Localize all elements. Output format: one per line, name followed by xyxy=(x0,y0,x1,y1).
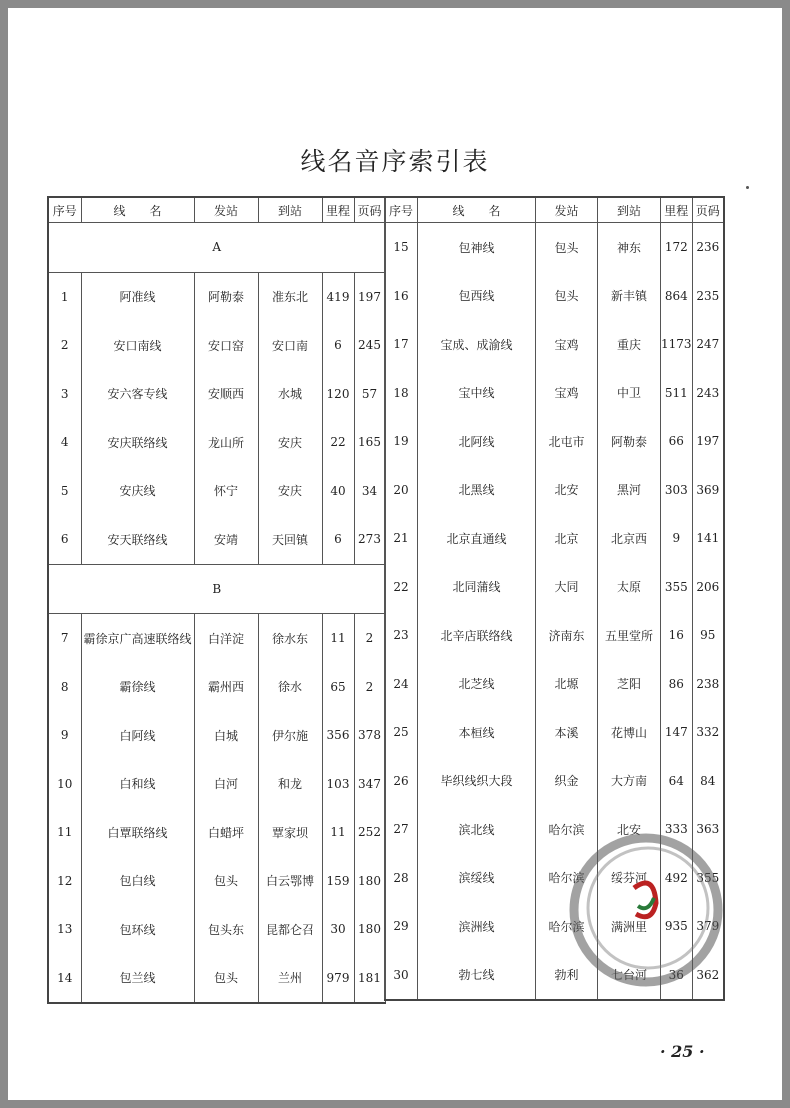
cell-page: 245 xyxy=(354,321,385,370)
index-table-left xyxy=(47,196,386,1004)
cell-km: 864 xyxy=(661,272,693,321)
cell-from: 安顺西 xyxy=(194,370,258,419)
cell-from: 哈尔滨 xyxy=(536,805,598,854)
cell-km: 511 xyxy=(661,369,693,418)
section-row xyxy=(48,564,385,614)
cell-to: 北京西 xyxy=(598,514,661,563)
table-row xyxy=(385,660,725,709)
cell-no: 9 xyxy=(48,711,81,760)
cell-to: 绥芬河 xyxy=(598,854,661,903)
cell-page: 2 xyxy=(354,663,385,712)
cell-to: 覃家坝 xyxy=(258,808,322,857)
cell-km: 159 xyxy=(322,857,354,906)
cell-km: 6 xyxy=(322,321,354,370)
table-row xyxy=(48,614,385,663)
cell-km: 22 xyxy=(322,418,354,467)
cell-no: 23 xyxy=(385,611,418,660)
cell-page: 34 xyxy=(354,467,385,516)
header-name: 线 名 xyxy=(418,197,536,223)
header-km: 里程 xyxy=(661,197,693,223)
header-page: 页码 xyxy=(354,197,385,223)
cell-no: 26 xyxy=(385,757,418,806)
table-row xyxy=(385,223,725,272)
cell-to: 白云鄂博 xyxy=(258,857,322,906)
cell-to: 安庆 xyxy=(258,418,322,467)
cell-name: 宝成、成渝线 xyxy=(418,320,536,369)
cell-km: 36 xyxy=(661,951,693,1001)
cell-from: 霸州西 xyxy=(194,663,258,712)
page-number: · 25 · xyxy=(660,1042,705,1061)
cell-page: 363 xyxy=(692,805,724,854)
cell-no: 1 xyxy=(48,272,81,321)
header-no: 序号 xyxy=(385,197,418,223)
cell-page: 95 xyxy=(692,611,724,660)
cell-no: 3 xyxy=(48,370,81,419)
cell-from: 白河 xyxy=(194,760,258,809)
cell-no: 14 xyxy=(48,954,81,1004)
cell-name: 北黑线 xyxy=(418,466,536,515)
cell-page: 379 xyxy=(692,902,724,951)
cell-km: 64 xyxy=(661,757,693,806)
cell-name: 滨洲线 xyxy=(418,902,536,951)
cell-from: 哈尔滨 xyxy=(536,902,598,951)
cell-no: 2 xyxy=(48,321,81,370)
cell-km: 1173 xyxy=(661,320,693,369)
cell-from: 大同 xyxy=(536,563,598,612)
cell-page: 141 xyxy=(692,514,724,563)
cell-page: 84 xyxy=(692,757,724,806)
cell-from: 白蜡坪 xyxy=(194,808,258,857)
cell-to: 天回镇 xyxy=(258,515,322,564)
cell-km: 103 xyxy=(322,760,354,809)
table-row xyxy=(385,369,725,418)
cell-to: 准东北 xyxy=(258,272,322,321)
cell-from: 北京 xyxy=(536,514,598,563)
cell-no: 27 xyxy=(385,805,418,854)
cell-from: 阿勒泰 xyxy=(194,272,258,321)
header-row xyxy=(385,197,725,223)
cell-page: 355 xyxy=(692,854,724,903)
cell-from: 北安 xyxy=(536,466,598,515)
cell-name: 包神线 xyxy=(418,223,536,272)
cell-to: 满洲里 xyxy=(598,902,661,951)
cell-to: 五里堂所 xyxy=(598,611,661,660)
table-row xyxy=(48,515,385,564)
cell-km: 147 xyxy=(661,708,693,757)
header-name: 线 名 xyxy=(81,197,194,223)
table-row xyxy=(48,418,385,467)
page-title: 线名音序索引表 xyxy=(300,147,490,176)
cell-km: 120 xyxy=(322,370,354,419)
cell-page: 362 xyxy=(692,951,724,1001)
cell-from: 织金 xyxy=(536,757,598,806)
cell-to: 大方南 xyxy=(598,757,661,806)
cell-page: 347 xyxy=(354,760,385,809)
cell-to: 太原 xyxy=(598,563,661,612)
cell-page: 165 xyxy=(354,418,385,467)
cell-no: 17 xyxy=(385,320,418,369)
cell-from: 勃利 xyxy=(536,951,598,1001)
cell-to: 北安 xyxy=(598,805,661,854)
table-row xyxy=(385,514,725,563)
cell-page: 180 xyxy=(354,857,385,906)
cell-to: 伊尔施 xyxy=(258,711,322,760)
cell-page: 332 xyxy=(692,708,724,757)
cell-from: 白城 xyxy=(194,711,258,760)
table-row xyxy=(48,711,385,760)
section-letter: B xyxy=(48,564,385,614)
cell-to: 和龙 xyxy=(258,760,322,809)
header-row xyxy=(48,197,385,223)
cell-name: 北同蒲线 xyxy=(418,563,536,612)
cell-name: 勃七线 xyxy=(418,951,536,1001)
cell-to: 昆都仑召 xyxy=(258,905,322,954)
cell-name: 包兰线 xyxy=(81,954,194,1004)
cell-km: 16 xyxy=(661,611,693,660)
cell-km: 86 xyxy=(661,660,693,709)
table-row xyxy=(385,417,725,466)
table-row xyxy=(385,757,725,806)
table-row xyxy=(385,611,725,660)
cell-name: 包白线 xyxy=(81,857,194,906)
cell-page: 180 xyxy=(354,905,385,954)
table-row xyxy=(48,467,385,516)
cell-from: 包头 xyxy=(194,954,258,1004)
cell-page: 197 xyxy=(692,417,724,466)
cell-page: 57 xyxy=(354,370,385,419)
cell-from: 北塬 xyxy=(536,660,598,709)
cell-name: 白阿线 xyxy=(81,711,194,760)
cell-name: 安庆联络线 xyxy=(81,418,194,467)
table-row xyxy=(48,857,385,906)
cell-to: 水城 xyxy=(258,370,322,419)
table-row xyxy=(385,708,725,757)
cell-from: 白洋淀 xyxy=(194,614,258,663)
cell-name: 安天联络线 xyxy=(81,515,194,564)
cell-to: 七台河 xyxy=(598,951,661,1001)
cell-name: 安口南线 xyxy=(81,321,194,370)
cell-to: 花博山 xyxy=(598,708,661,757)
cell-name: 霸徐京广高速联络线 xyxy=(81,614,194,663)
cell-name: 包环线 xyxy=(81,905,194,954)
cell-to: 神东 xyxy=(598,223,661,272)
table-row xyxy=(385,320,725,369)
cell-from: 济南东 xyxy=(536,611,598,660)
cell-no: 16 xyxy=(385,272,418,321)
cell-km: 11 xyxy=(322,614,354,663)
cell-page: 247 xyxy=(692,320,724,369)
cell-to: 阿勒泰 xyxy=(598,417,661,466)
cell-from: 宝鸡 xyxy=(536,369,598,418)
cell-km: 333 xyxy=(661,805,693,854)
cell-no: 22 xyxy=(385,563,418,612)
speck xyxy=(746,186,749,189)
table-row xyxy=(48,321,385,370)
table-row xyxy=(48,905,385,954)
cell-name: 滨绥线 xyxy=(418,854,536,903)
header-page: 页码 xyxy=(692,197,724,223)
cell-page: 238 xyxy=(692,660,724,709)
cell-no: 19 xyxy=(385,417,418,466)
cell-page: 206 xyxy=(692,563,724,612)
cell-km: 935 xyxy=(661,902,693,951)
header-to: 到站 xyxy=(598,197,661,223)
cell-from: 龙山所 xyxy=(194,418,258,467)
cell-name: 本桓线 xyxy=(418,708,536,757)
cell-km: 65 xyxy=(322,663,354,712)
cell-name: 毕织线织大段 xyxy=(418,757,536,806)
cell-to: 芝阳 xyxy=(598,660,661,709)
table-row xyxy=(48,370,385,419)
cell-name: 北芝线 xyxy=(418,660,536,709)
cell-to: 徐水东 xyxy=(258,614,322,663)
cell-km: 30 xyxy=(322,905,354,954)
cell-name: 白和线 xyxy=(81,760,194,809)
cell-to: 中卫 xyxy=(598,369,661,418)
cell-km: 11 xyxy=(322,808,354,857)
cell-name: 宝中线 xyxy=(418,369,536,418)
cell-from: 包头东 xyxy=(194,905,258,954)
cell-no: 7 xyxy=(48,614,81,663)
cell-km: 40 xyxy=(322,467,354,516)
cell-name: 安庆线 xyxy=(81,467,194,516)
cell-no: 13 xyxy=(48,905,81,954)
cell-to: 新丰镇 xyxy=(598,272,661,321)
table-row xyxy=(48,760,385,809)
cell-to: 安口南 xyxy=(258,321,322,370)
cell-from: 哈尔滨 xyxy=(536,854,598,903)
cell-to: 安庆 xyxy=(258,467,322,516)
cell-page: 236 xyxy=(692,223,724,272)
cell-name: 包西线 xyxy=(418,272,536,321)
cell-from: 本溪 xyxy=(536,708,598,757)
cell-no: 10 xyxy=(48,760,81,809)
cell-no: 24 xyxy=(385,660,418,709)
cell-no: 15 xyxy=(385,223,418,272)
header-km: 里程 xyxy=(322,197,354,223)
cell-from: 包头 xyxy=(536,223,598,272)
cell-name: 阿准线 xyxy=(81,272,194,321)
cell-from: 宝鸡 xyxy=(536,320,598,369)
header-from: 发站 xyxy=(194,197,258,223)
header-to: 到站 xyxy=(258,197,322,223)
cell-km: 356 xyxy=(322,711,354,760)
cell-no: 20 xyxy=(385,466,418,515)
cell-no: 30 xyxy=(385,951,418,1001)
section-row xyxy=(48,223,385,273)
cell-name: 北阿线 xyxy=(418,417,536,466)
cell-no: 6 xyxy=(48,515,81,564)
cell-to: 黑河 xyxy=(598,466,661,515)
watermark-stamp xyxy=(556,818,736,998)
cell-no: 12 xyxy=(48,857,81,906)
cell-page: 273 xyxy=(354,515,385,564)
cell-from: 安靖 xyxy=(194,515,258,564)
cell-name: 安六客专线 xyxy=(81,370,194,419)
cell-name: 霸徐线 xyxy=(81,663,194,712)
cell-km: 66 xyxy=(661,417,693,466)
header-no: 序号 xyxy=(48,197,81,223)
cell-page: 378 xyxy=(354,711,385,760)
cell-no: 18 xyxy=(385,369,418,418)
cell-no: 4 xyxy=(48,418,81,467)
table-row xyxy=(385,272,725,321)
cell-km: 492 xyxy=(661,854,693,903)
cell-no: 29 xyxy=(385,902,418,951)
cell-to: 重庆 xyxy=(598,320,661,369)
table-row xyxy=(48,272,385,321)
cell-km: 979 xyxy=(322,954,354,1004)
cell-from: 北屯市 xyxy=(536,417,598,466)
cell-name: 北京直通线 xyxy=(418,514,536,563)
cell-no: 5 xyxy=(48,467,81,516)
cell-km: 419 xyxy=(322,272,354,321)
cell-page: 197 xyxy=(354,272,385,321)
header-from: 发站 xyxy=(536,197,598,223)
cell-no: 25 xyxy=(385,708,418,757)
table-row xyxy=(48,954,385,1004)
cell-km: 355 xyxy=(661,563,693,612)
cell-page: 235 xyxy=(692,272,724,321)
cell-name: 白覃联络线 xyxy=(81,808,194,857)
cell-to: 兰州 xyxy=(258,954,322,1004)
cell-page: 181 xyxy=(354,954,385,1004)
cell-to: 徐水 xyxy=(258,663,322,712)
cell-page: 369 xyxy=(692,466,724,515)
cell-from: 安口窑 xyxy=(194,321,258,370)
cell-no: 11 xyxy=(48,808,81,857)
cell-page: 243 xyxy=(692,369,724,418)
cell-km: 9 xyxy=(661,514,693,563)
cell-no: 28 xyxy=(385,854,418,903)
cell-page: 2 xyxy=(354,614,385,663)
cell-name: 北辛店联络线 xyxy=(418,611,536,660)
table-row xyxy=(48,663,385,712)
cell-from: 包头 xyxy=(536,272,598,321)
table-row xyxy=(385,466,725,515)
cell-km: 172 xyxy=(661,223,693,272)
cell-name: 滨北线 xyxy=(418,805,536,854)
table-row xyxy=(48,808,385,857)
cell-from: 怀宁 xyxy=(194,467,258,516)
section-letter: A xyxy=(48,223,385,273)
cell-no: 21 xyxy=(385,514,418,563)
cell-km: 303 xyxy=(661,466,693,515)
cell-no: 8 xyxy=(48,663,81,712)
table-row xyxy=(385,563,725,612)
cell-page: 252 xyxy=(354,808,385,857)
cell-km: 6 xyxy=(322,515,354,564)
cell-from: 包头 xyxy=(194,857,258,906)
